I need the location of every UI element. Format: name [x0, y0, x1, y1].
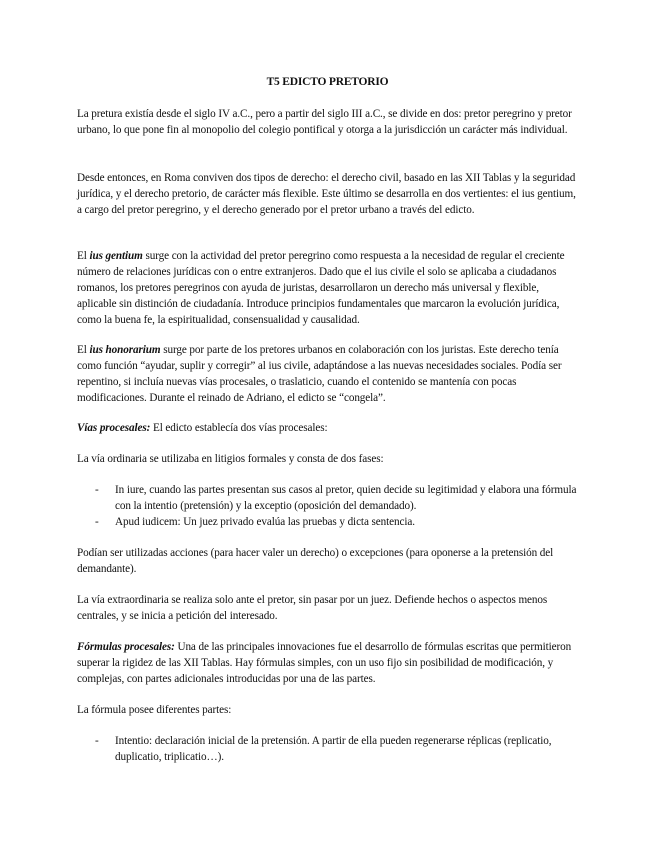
paragraph-body: surge por parte de los pretores urbanos en colaboración con los juristas. Este derecho tenía como función “ayudar, suplir y corregir” al ius civile, adaptándose a las nuevas necesidades sociales. Podía ser repentino, si incluía nuevas vías procesales, o traslaticio, cuando el contenido se mantenía con pocas modificaciones. Durante el reinado de Adriano, el edicto se “congela”. [77, 344, 562, 404]
paragraph-formulas-procesales [77, 639, 577, 687]
term-formulas-procesales: Fórmulas procesales: [77, 641, 175, 653]
paragraph-acciones: Podían ser utilizadas acciones (para hacer valer un derecho) o excepciones (para oponerse a la pretensión del demandante). [77, 547, 554, 575]
list-item [95, 733, 580, 765]
paragraph-partes-formula: La fórmula posee diferentes partes: [77, 704, 232, 716]
paragraph-tipos-derecho: Desde entonces, en Roma conviven dos tipos de derecho: el derecho civil, basado en las XII Tablas y la seguridad jurídica, y el derecho pretorio, de carácter más flexible. Este último se desarrolla en dos vertientes: el ius gentium, a cargo del pretor peregrino, y el derecho generado por el pretor urbano a través del edicto. [77, 172, 576, 216]
paragraph-pretura: La pretura existía desde el siglo IV a.C., pero a partir del siglo III a.C., se divide en dos: pretor peregrino y pretor urbano, lo que pone fin al monopolio del colegio pontifical y otorga a la jurisdicción un carácter más individual. [77, 108, 572, 136]
paragraph-vias-procesales [77, 420, 577, 436]
term-vias-procesales: Vías procesales: [77, 422, 151, 434]
paragraph-body: Una de las principales innovaciones fue el desarrollo de fórmulas escritas que permitieron superar la rigidez de las XII Tablas. Hay fórmulas simples, con un uso fijo sin posibilidad de modificación, y complejas, con partes adicionales introducidas por una de las partes. [77, 641, 572, 685]
bullet-dash: - [95, 735, 99, 747]
list-item-text: Intentio: declaración inicial de la pretensión. A partir de ella pueden regenerarse réplicas (replicatio, duplicatio, triplicatio…). [115, 735, 552, 763]
page-title: T5 EDICTO PRETORIO [266, 76, 389, 88]
bullet-dash: - [95, 484, 99, 496]
paragraph-body: El edicto establecía dos vías procesales: [150, 422, 328, 434]
term-ius-honorarium: ius honorarium [89, 344, 161, 356]
paragraph-ius-gentium [77, 248, 577, 328]
list-item-text: In iure, cuando las partes presentan sus casos al pretor, quien decide su legitimidad y elabora una fórmula con la intentio (pretensión) y la exceptio (oposición del demandado). [115, 484, 577, 512]
list-item [95, 482, 580, 514]
paragraph-lead: El [77, 344, 90, 356]
list-item-text: Apud iudicem: Un juez privado evalúa las pruebas y dicta sentencia. [115, 516, 415, 528]
term-ius-gentium: ius gentium [89, 250, 143, 262]
paragraph-via-ordinaria: La vía ordinaria se utilizaba en litigios formales y consta de dos fases: [77, 453, 384, 465]
paragraph-body: surge con la actividad del pretor peregrino como respuesta a la necesidad de regular el creciente número de relaciones jurídicas con o entre extranjeros. Dado que el ius civile el solo se aplicaba a ciudadanos romanos, los pretores peregrinos con ayuda de juristas, desarrollaron un derecho más universal y flexible, aplicable sin distinción de ciudadanía. Introduce principios fundamentales que marcaron la evolución jurídica, como la buena fe, la espiritualidad, consensualidad y causalidad. [77, 250, 565, 326]
bullet-dash: - [95, 516, 99, 528]
list-item [95, 514, 580, 530]
paragraph-lead: El [77, 250, 90, 262]
paragraph-via-extraordinaria: La vía extraordinaria se realiza solo ante el pretor, sin pasar por un juez. Defiende hechos o aspectos menos centrales, y se inicia a petición del interesado. [77, 594, 548, 622]
paragraph-ius-honorarium [77, 342, 577, 406]
